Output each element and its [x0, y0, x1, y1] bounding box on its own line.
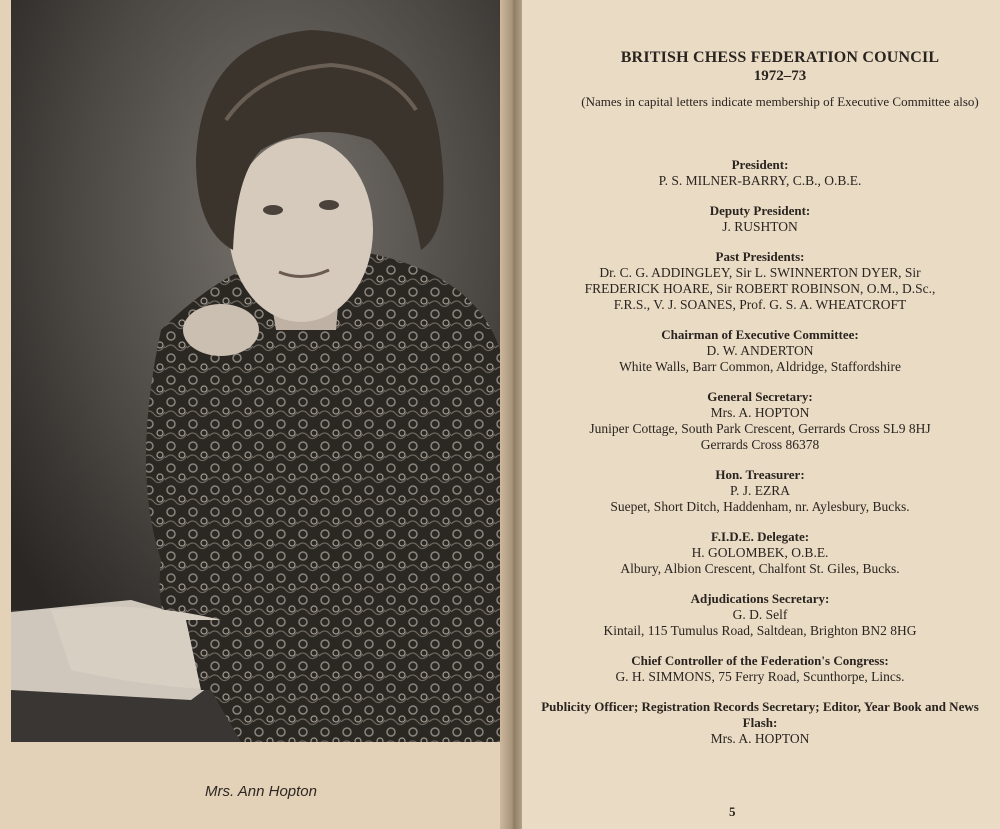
portrait-photo: [11, 0, 503, 742]
member-name: P. J. EZRA: [729, 483, 790, 498]
portrait-illustration: [11, 0, 503, 742]
section-general-secretary: [540, 389, 980, 453]
member-name: Mrs. A. HOPTON: [710, 405, 810, 420]
section-publicity-officer: [540, 699, 980, 747]
member-address: Suepet, Short Ditch, Haddenham, nr. Aylesbury, Bucks.: [610, 499, 910, 514]
section-fide-delegate: [540, 529, 980, 577]
member-name: G. H. SIMMONS, 75 Ferry Road, Scunthorpe, Lincs.: [615, 669, 905, 684]
section-deputy-president: [540, 203, 980, 235]
section-treasurer: [540, 467, 980, 515]
page-note: (Names in capital letters indicate membership of Executive Committee also): [581, 94, 979, 109]
page-title: BRITISH CHESS FEDERATION COUNCIL: [620, 49, 940, 66]
council-listing: [540, 48, 980, 747]
member-name: Dr. C. G. ADDINGLEY, Sir L. SWINNERTON DYER, Sir: [599, 265, 921, 280]
member-name: F.R.S., V. J. SOANES, Prof. G. S. A. WHEATCROFT: [613, 297, 907, 312]
role-heading: F.I.D.E. Delegate:: [710, 529, 810, 544]
member-name: Mrs. A. HOPTON: [710, 731, 810, 746]
member-address: Kintail, 115 Tumulus Road, Saltdean, Brighton BN2 8HG: [603, 623, 917, 638]
page-years: 1972–73: [753, 68, 807, 84]
member-name: FREDERICK HOARE, Sir ROBERT ROBINSON, O.M., D.Sc.,: [584, 281, 936, 296]
member-phone: Gerrards Cross 86378: [700, 437, 820, 452]
member-name: H. GOLOMBEK, O.B.E.: [691, 545, 829, 560]
section-chairman: [540, 327, 980, 375]
section-past-presidents: [540, 249, 980, 313]
section-adjudications-secretary: [540, 591, 980, 639]
member-name: D. W. ANDERTON: [706, 343, 814, 358]
member-address: Juniper Cottage, South Park Crescent, Gerrards Cross SL9 8HJ: [589, 421, 931, 436]
role-heading: Chief Controller of the Federation's Congress:: [631, 653, 889, 668]
role-heading: Deputy President:: [709, 203, 811, 218]
member-name: P. S. MILNER-BARRY, C.B., O.B.E.: [658, 173, 862, 188]
role-heading: Past Presidents:: [715, 249, 805, 264]
role-heading: Chairman of Executive Committee:: [661, 327, 859, 342]
role-heading: President:: [731, 157, 789, 172]
member-name: G. D. Self: [732, 607, 788, 622]
section-president: [540, 157, 980, 189]
member-address: White Walls, Barr Common, Aldridge, Staffordshire: [619, 359, 901, 374]
role-heading: Hon. Treasurer:: [715, 467, 805, 482]
role-heading: Adjudications Secretary:: [690, 591, 830, 606]
role-heading: General Secretary:: [707, 389, 813, 404]
section-chief-controller: [540, 653, 980, 685]
page-number: 5: [729, 804, 736, 819]
role-heading: Publicity Officer; Registration Records Secretary; Editor, Year Book and News Flash:: [541, 699, 979, 730]
member-name: J. RUSHTON: [722, 219, 798, 234]
photo-caption: Mrs. Ann Hopton: [205, 783, 317, 800]
member-address: Albury, Albion Crescent, Chalfont St. Giles, Bucks.: [620, 561, 900, 576]
roles-list: [540, 157, 980, 747]
